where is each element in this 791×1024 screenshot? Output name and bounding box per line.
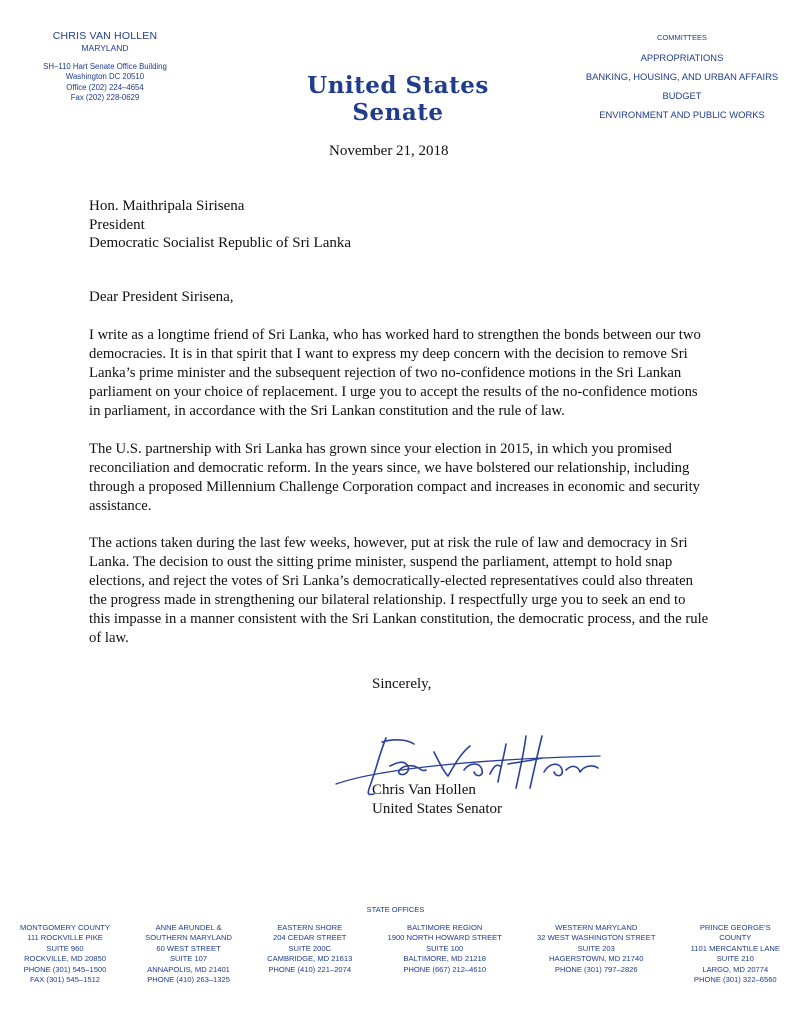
committee-item: APPROPRIATIONS — [640, 52, 724, 63]
senate-masthead: United States Senate — [307, 72, 489, 126]
office-line: PHONE (410) 221–2074 — [268, 964, 352, 974]
state-offices-title: STATE OFFICES — [366, 905, 425, 914]
recipient-block — [89, 197, 351, 253]
office-line: 1101 MERCANTILE LANE — [690, 943, 780, 953]
sender-address-line: Washington DC 20510 — [65, 72, 145, 82]
sender-address-line: Office (202) 224–4654 — [66, 82, 144, 92]
office-line: PHONE (667) 212–4610 — [403, 964, 487, 974]
office-line: PHONE (301) 797–2826 — [554, 964, 638, 974]
committees-block — [582, 33, 782, 128]
office-baltimore-region — [388, 923, 502, 985]
recipient-line: President — [89, 216, 145, 233]
office-line: PHONE (410) 263–1325 — [147, 975, 230, 985]
office-line: PRINCE GEORGE’S — [699, 923, 771, 932]
office-line: FAX (301) 545–1512 — [29, 975, 101, 985]
committee-item: BUDGET — [662, 90, 702, 101]
sender-name: CHRIS VAN HOLLEN — [52, 30, 158, 42]
recipient-line: Democratic Socialist Republic of Sri Lanka — [89, 235, 352, 251]
office-line: LARGO, MD 20774 — [702, 964, 769, 974]
sender-address-line: SH–110 Hart Senate Office Building — [43, 62, 167, 71]
signer-title: United States Senator — [372, 800, 502, 817]
closing: Sincerely, — [372, 676, 432, 692]
committee-item: BANKING, HOUSING, AND URBAN AFFAIRS — [585, 71, 779, 82]
office-line: SUITE 203 — [577, 943, 615, 953]
sender-address-line: Fax (202) 228-0629 — [70, 93, 140, 103]
office-line: MONTGOMERY COUNTY — [20, 923, 111, 932]
office-line: PHONE (301) 545–1500 — [23, 964, 107, 974]
office-line: BALTIMORE, MD 21218 — [403, 954, 486, 964]
state-offices — [20, 923, 780, 985]
office-line: WESTERN MARYLAND — [555, 923, 638, 932]
body-paragraph: The actions taken during the last few weeks, however, put at risk the rule of law and democracy in Sri Lanka. The decision to oust the sitting prime minister, suspend the parliament, attempt to hold snap elections, and reject the votes of Sri Lanka’s democratically-elected representatives could also threaten the progress made in strengthening our bilateral relationship. I respectfully urge you to seek an end to this impasse in a manner consistent with the Sri Lankan constitution, the democratic process, and the rule of law. — [89, 535, 709, 646]
office-line: 111 ROCKVILLE PIKE — [27, 933, 103, 943]
sender-address — [20, 62, 190, 104]
body-paragraph: I write as a longtime friend of Sri Lanka, who has worked hard to strengthen the bonds between our two democracies. It is in that spirit that I want to express my deep concern with the decision to remove Sri Lanka’s prime minister and the subsequent rejection of two no-confidence motions in the Sri Lankan parliament on your choice of replacement. I urge you to accept the results of the no-confidence motions in parliament, in accordance with the Sri Lankan constitution and the rule of law. — [89, 327, 701, 419]
office-anne-arundel — [145, 923, 232, 985]
office-line: 1900 NORTH HOWARD STREET — [387, 933, 502, 943]
office-line: EASTERN SHORE — [277, 923, 343, 932]
office-line: 32 WEST WASHINGTON STREET — [537, 933, 656, 943]
office-montgomery-county — [20, 923, 110, 985]
office-line: SUITE 200C — [288, 943, 332, 953]
letter-date: November 21, 2018 — [329, 143, 449, 159]
office-line: PHONE (301) 322–6560 — [693, 975, 777, 985]
office-line: SUITE 210 — [716, 954, 754, 964]
office-line: ROCKVILLE, MD 20850 — [24, 954, 106, 964]
office-line: 60 WEST STREET — [156, 943, 221, 953]
office-line: SUITE 107 — [169, 954, 208, 964]
sender-block — [20, 30, 190, 104]
signer-name: Chris Van Hollen — [372, 782, 476, 798]
office-line: HAGERSTOWN, MD 21740 — [549, 954, 644, 964]
office-line: SUITE 960 — [46, 943, 84, 953]
office-line: 204 CEDAR STREET — [273, 933, 347, 943]
office-prince-georges-county — [691, 923, 780, 985]
sender-state: MARYLAND — [81, 43, 129, 53]
office-eastern-shore — [267, 923, 352, 985]
office-line: COUNTY — [719, 933, 752, 943]
committees-header: COMMITTEES — [657, 33, 707, 42]
office-line: CAMBRIDGE, MD 21613 — [267, 954, 353, 964]
salutation: Dear President Sirisena, — [89, 289, 234, 305]
office-line: BALTIMORE REGION — [407, 923, 483, 932]
office-line: SOUTHERN MARYLAND — [145, 933, 232, 943]
office-line: ANNE ARUNDEL & — [155, 923, 222, 932]
recipient-line: Hon. Maithripala Sirisena — [89, 198, 245, 214]
committee-item: ENVIRONMENT AND PUBLIC WORKS — [599, 109, 765, 120]
office-line: ANNAPOLIS, MD 21401 — [147, 964, 230, 974]
office-line: SUITE 100 — [426, 943, 464, 953]
body-paragraph: The U.S. partnership with Sri Lanka has grown since your election in 2015, in which you promised reconciliation and democratic reform. In the years since, we have bolstered our relationship, including through a proposed Millennium Challenge Corporation compact and increases in economic and security assistance. — [89, 441, 700, 514]
office-western-maryland — [537, 923, 655, 985]
signature-block — [372, 781, 502, 818]
